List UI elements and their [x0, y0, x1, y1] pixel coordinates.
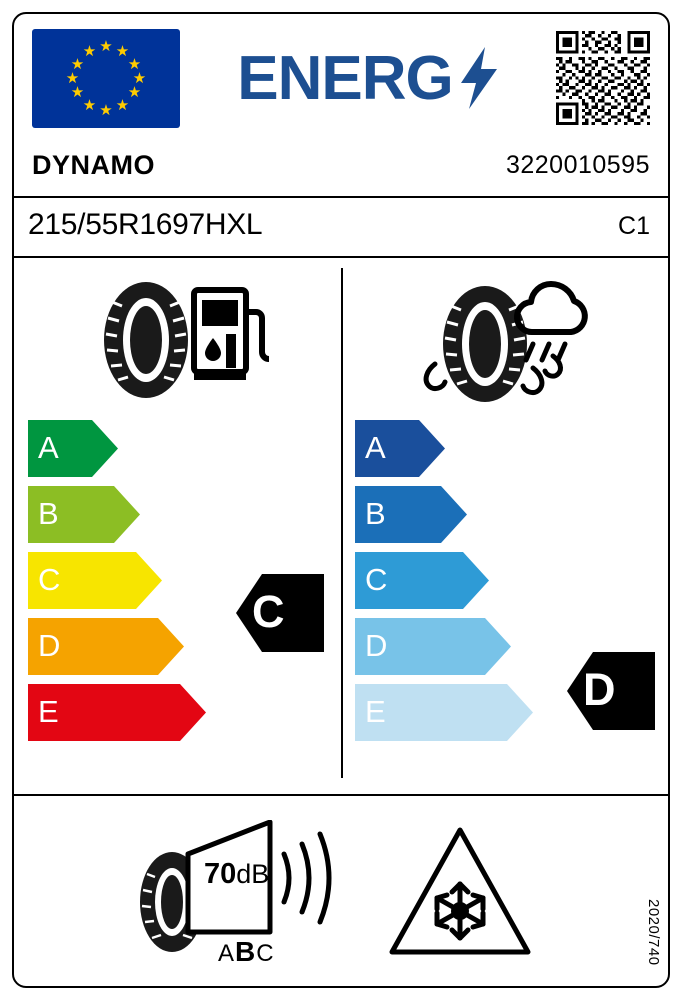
- grade-letter: C: [38, 562, 61, 597]
- fuel-rating-marker: [236, 574, 324, 652]
- grade-row: [14, 486, 341, 543]
- grade-letter: E: [365, 694, 386, 729]
- tyre-class: C1: [618, 212, 650, 240]
- noise-db-number: 70: [204, 858, 237, 890]
- noise-class-c: C: [256, 940, 275, 967]
- label-header: [14, 14, 668, 142]
- tyre-size-row: [14, 198, 668, 258]
- grade-row: [341, 552, 668, 609]
- product-code: 3220010595: [505, 151, 650, 179]
- regulation-reference: 2020/740: [645, 899, 662, 966]
- wet-grip-panel: [341, 258, 668, 794]
- energy-word-text: ENERG: [237, 43, 453, 113]
- energy-label: [12, 12, 670, 988]
- grade-letter: A: [365, 430, 386, 465]
- page-title: [180, 43, 556, 114]
- snowflake-mountain-icon: [388, 824, 538, 966]
- noise-speaker-tyre-icon: [130, 820, 360, 970]
- grade-row: [14, 420, 341, 477]
- fuel-rating-letter: C: [252, 586, 285, 637]
- noise-class-scale: [218, 936, 275, 968]
- noise-db-unit: dB: [236, 859, 270, 889]
- grade-letter: B: [365, 496, 386, 531]
- grade-letter: A: [38, 430, 59, 465]
- wet-rating-letter: D: [583, 664, 616, 715]
- noise-class-a: A: [218, 940, 236, 967]
- tyre-size: 215/55R1697HXL: [28, 208, 263, 241]
- qr-code-icon: [556, 31, 650, 125]
- brand-name: DYNAMO: [32, 150, 155, 180]
- noise-class-b-selected: B: [235, 936, 257, 967]
- brand-row: [14, 142, 668, 198]
- lightning-bolt-icon: [459, 47, 499, 109]
- grade-row: [341, 486, 668, 543]
- noise-snow-section: [14, 796, 668, 988]
- grade-row: [341, 420, 668, 477]
- grade-letter: E: [38, 694, 59, 729]
- grade-letter: C: [365, 562, 388, 597]
- grade-letter: D: [38, 628, 61, 663]
- ratings-section: [14, 258, 668, 796]
- noise-value: [204, 858, 269, 891]
- rain-cloud-tyre-icon: [413, 272, 603, 400]
- fuel-pump-tyre-icon: [90, 272, 270, 400]
- grade-row: [14, 684, 341, 741]
- grade-letter: B: [38, 496, 59, 531]
- fuel-efficiency-panel: [14, 258, 341, 794]
- eu-flag-icon: ★ ★ ★ ★ ★ ★ ★ ★ ★ ★ ★ ★: [32, 29, 180, 128]
- grade-letter: D: [365, 628, 388, 663]
- wet-rating-marker: [567, 652, 655, 730]
